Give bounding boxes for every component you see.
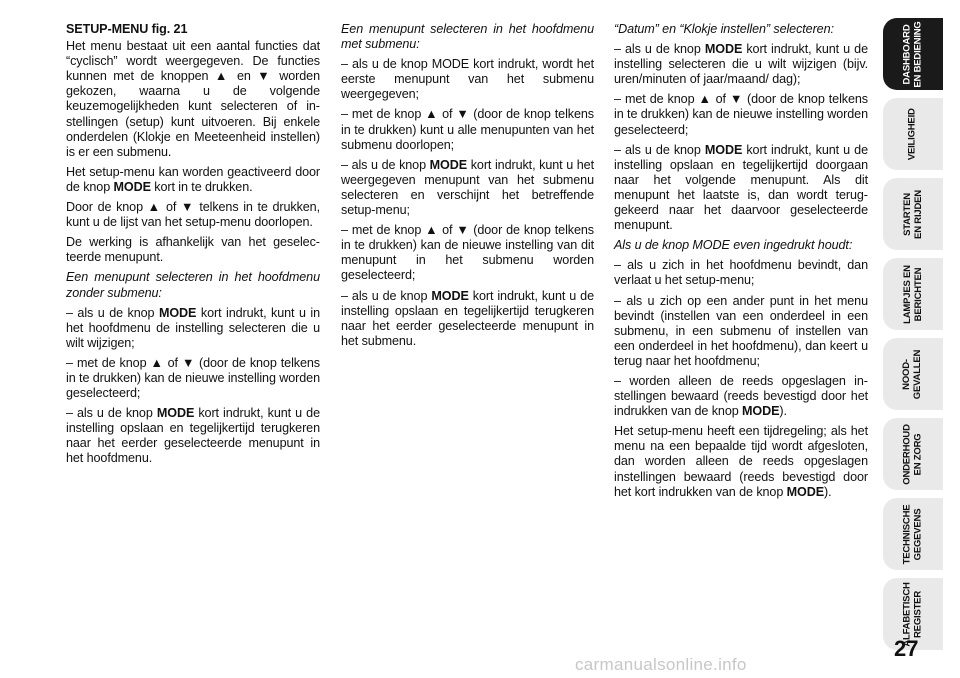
subheading: Als u de knop MODE even ingedrukt houdt: [614, 238, 853, 253]
tab-technische-gegevens[interactable]: TECHNISCHE GEGEVENS [883, 498, 943, 570]
column-1 [66, 22, 320, 472]
list-item: – met de knop ▲ of ▼ (door de knop telkens in te drukken) kan de nieuwe instelling worden geselecteerd; [66, 355, 320, 401]
subheading: Een menupunt selecteren in het hoofdmenu met submenu: [341, 22, 594, 52]
list-item: – als u zich op een ander punt in het menu bevindt (instellen van een onderdeel in een submenu, in een submenu of instellen van een onderdeel in het hoofdmenu), dan keert u terug naar het hoofdmenu; [614, 293, 868, 368]
list-item: – met de knop ▲ of ▼ (door de knop telkens in te drukken) kan de nieuwe instelling van dit menupunt in het submenu worden geselecteerd; [341, 223, 594, 283]
subheading: “Datum” en “Klokje instellen” selecteren: [614, 22, 834, 36]
tab-starten-en-rijden[interactable]: STARTEN EN RIJDEN [883, 178, 943, 250]
paragraph: Het setup-menu kan worden geactiveerd door de knop MODE kort in te drukken. [66, 164, 320, 194]
tab-dashboard-en-bediening[interactable]: DASHBOARD EN BEDIENING [883, 18, 943, 90]
list-item: – als u de knop MODE kort indrukt, wordt het eerste menupunt van het submenu weergegeven; [341, 57, 594, 102]
tab-onderhoud-en-zorg[interactable]: ONDERHOUD EN ZORG [883, 418, 943, 490]
page-number: 27 [894, 636, 919, 661]
tab-noodgevallen[interactable]: NOOD- GEVALLEN [883, 338, 943, 410]
list-item: – als u de knop MODE kort indrukt, kunt u de instelling selecteren die u wilt wijzigen (bijv. uren/minuten of jaar/maand/ dag); [614, 42, 868, 87]
list-item: – als u de knop MODE kort indrukt, kunt u de instelling opslaan en tegelijkertijd doorgaan naar het volgende menupunt. Als dit menupunt het laatste is, dan wordt teruggekeerd naar het daarvoor geselecteerde menupunt. [614, 142, 868, 233]
list-item: – als u de knop MODE kort indrukt, kunt u de instelling opslaan en tegelijkertijd terugkeren naar het eerder geselecteerde menupunt in het hoofdmenu. [66, 406, 320, 466]
paragraph: De werking is afhankelijk van het geselecteerde menupunt. [66, 235, 320, 265]
list-item: – als u de knop MODE kort indrukt, kunt u het weergegeven menupunt van het submenu selecteren en verschijnt het betreffende setup-menu; [341, 157, 594, 218]
watermark: carmanualsonline.info [575, 655, 747, 674]
subheading: Een menupunt selecteren in het hoofdmenu zonder submenu: [66, 270, 320, 300]
paragraph: Door de knop ▲ of ▼ telkens in te drukken, kunt u de lijst van het setup-menu doorlopen. [66, 200, 320, 230]
column-2 [341, 22, 594, 354]
tab-alfabetisch-register[interactable]: ALFABETISCH REGISTER [883, 578, 943, 650]
paragraph: Het menu bestaat uit een aantal functies dat “cyclisch” wordt weergegeven. De functies kunnen met de knoppen ▲ en ▼ worden gekozen, waarna u de volgende keuzemogelijkheden kunt selecteren of instellingen (setup) kunt uitvoeren. Bij enkele onderdelen (Klokje en Meeteenheid instellen) is er een submenu. [66, 39, 320, 159]
section-title: SETUP-MENU fig. 21 [66, 22, 188, 36]
paragraph: Het setup-menu heeft een tijdregeling; als het menu na een bepaalde tijd wordt afgesloten, dan worden alleen de reeds opgeslagen instellingen bewaard (reeds bevestigd door het kort indrukken van de knop MODE). [614, 424, 868, 499]
list-item: – als u zich in het hoofdmenu bevindt, dan verlaat u het setup-menu; [614, 258, 868, 288]
list-item: – met de knop ▲ of ▼ (door de knop telkens in te drukken) kunt u alle menupunten van het submenu doorlopen; [341, 107, 594, 152]
list-item: – als u de knop MODE kort indrukt, kunt u in het hoofdmenu de instelling selecteren die u wilt wijzigen; [66, 305, 320, 350]
tab-lampjes-en-berichten[interactable]: LAMPJES EN BERICHTEN [883, 258, 943, 330]
tab-veiligheid[interactable]: VEILIGHEID [883, 98, 943, 170]
column-3 [614, 22, 868, 505]
list-item: – met de knop ▲ of ▼ (door de knop telkens in te drukken) kan de nieuwe instelling worden geselecteerd; [614, 92, 868, 137]
list-item: – als u de knop MODE kort indrukt, kunt u de instelling opslaan en tegelijkertijd terugkeren naar het eerder geselecteerde menupunt in het submenu. [341, 288, 594, 348]
list-item: – worden alleen de reeds opgeslagen instellingen bewaard (reeds bevestigd door het indrukken van de knop MODE). [614, 373, 868, 419]
